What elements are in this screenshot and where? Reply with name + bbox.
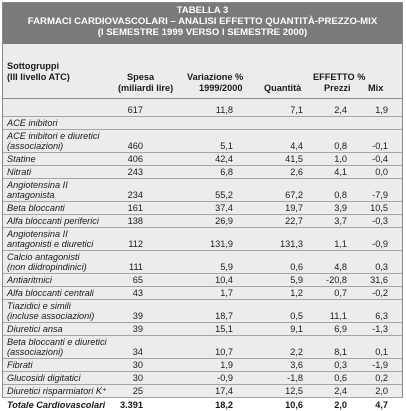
table-subtitle: (I SEMESTRE 1999 VERSO I SEMESTRE 2000) bbox=[97, 27, 308, 38]
cell-spesa: 243 bbox=[127, 167, 143, 177]
cell-prezzi: -20,8 bbox=[326, 275, 347, 285]
row-subgroup-name bbox=[7, 373, 81, 383]
table-header bbox=[3, 3, 402, 44]
col-effetto: EFFETTO % bbox=[313, 72, 366, 82]
cell-prezzi: 6,9 bbox=[334, 324, 347, 334]
subgroup-name-line2: (incluse associazioni) bbox=[7, 311, 95, 321]
cell-spesa: 39 bbox=[132, 324, 143, 334]
subgroup-name-line1: Glucosidi digitatici bbox=[7, 373, 81, 383]
table-row bbox=[3, 274, 402, 287]
table-row bbox=[3, 251, 402, 274]
cell-quantita: 2,6 bbox=[290, 167, 303, 177]
subgroup-name-line1: Angiotensina II bbox=[7, 180, 68, 190]
cell-quantita: 41,5 bbox=[285, 154, 303, 164]
cell-mix: 2,0 bbox=[375, 386, 388, 396]
table-title: FARMACI CARDIOVASCOLARI – ANALISI EFFETTO QUANTITÀ-PREZZO-MIX bbox=[27, 16, 378, 27]
subgroup-name-line2: antagonista bbox=[7, 190, 55, 200]
cell-prezzi: 3,9 bbox=[334, 203, 347, 213]
row-subgroup-name bbox=[7, 154, 36, 164]
cell-variazione: 18,2 bbox=[215, 400, 233, 410]
cell-prezzi: 2,4 bbox=[334, 105, 347, 115]
cell-quantita: 22,7 bbox=[285, 216, 303, 226]
subgroup-name-line1: Nitrati bbox=[7, 167, 31, 177]
col-subgroup-line2: (III livello ATC) bbox=[7, 72, 70, 82]
cell-mix: 6,3 bbox=[375, 311, 388, 321]
row-subgroup-name bbox=[7, 216, 99, 226]
cell-prezzi: 1,1 bbox=[334, 239, 347, 249]
row-subgroup-name bbox=[7, 131, 99, 151]
cell-variazione: 26,9 bbox=[215, 216, 233, 226]
row-subgroup-name bbox=[7, 180, 68, 200]
cell-prezzi: 1,0 bbox=[334, 154, 347, 164]
cell-spesa: 138 bbox=[127, 216, 143, 226]
cell-quantita: 131,3 bbox=[280, 239, 303, 249]
subgroup-name-line1: Tiazidici e simili bbox=[7, 301, 71, 311]
cell-variazione: 17,4 bbox=[215, 386, 233, 396]
col-subgroup-line1: Sottogruppi bbox=[7, 61, 60, 71]
subgroup-name-line1: Antiaritmici bbox=[7, 275, 52, 285]
cell-prezzi: 11,1 bbox=[329, 311, 347, 321]
row-subgroup-name bbox=[7, 118, 58, 128]
cell-quantita: 7,1 bbox=[290, 105, 303, 115]
cell-quantita: 19,7 bbox=[285, 203, 303, 213]
cell-spesa: 3.391 bbox=[120, 400, 143, 410]
table-row bbox=[3, 385, 402, 398]
col-quantita: Quantità bbox=[264, 83, 302, 93]
cell-mix: -0,1 bbox=[372, 141, 388, 151]
table-row bbox=[3, 228, 402, 251]
table-row bbox=[3, 202, 402, 215]
cell-spesa: 43 bbox=[132, 288, 143, 298]
cell-mix: 0,3 bbox=[375, 262, 388, 272]
cell-prezzi: 4,1 bbox=[334, 167, 347, 177]
subgroup-name-line1: Alfa bloccanti centrali bbox=[7, 288, 94, 298]
cell-mix: -0,4 bbox=[372, 154, 388, 164]
cell-quantita: 2,2 bbox=[290, 347, 303, 357]
cell-spesa: 234 bbox=[127, 190, 143, 200]
cell-quantita: 0,5 bbox=[290, 311, 303, 321]
cell-prezzi: 0,8 bbox=[334, 190, 347, 200]
cell-mix: -1,3 bbox=[372, 324, 388, 334]
cell-variazione: 15,1 bbox=[215, 324, 233, 334]
cell-mix: 1,9 bbox=[375, 105, 388, 115]
cell-mix: 0,1 bbox=[375, 347, 388, 357]
row-subgroup-name bbox=[7, 229, 93, 249]
subgroup-name-line1: ACE inibitori e diuretici bbox=[7, 131, 100, 141]
cell-prezzi: 2,0 bbox=[334, 400, 347, 410]
cell-quantita: 67,2 bbox=[285, 190, 303, 200]
row-subgroup-name bbox=[7, 386, 107, 396]
row-subgroup-name bbox=[7, 252, 87, 272]
subgroup-name-line1: Alfa bloccanti periferici bbox=[7, 216, 99, 226]
cell-prezzi: 0,6 bbox=[334, 373, 347, 383]
cell-spesa: 460 bbox=[127, 141, 143, 151]
table-row bbox=[3, 153, 402, 166]
cell-mix: -0,9 bbox=[372, 239, 388, 249]
cell-prezzi: 3,7 bbox=[334, 216, 347, 226]
cell-variazione: 11,8 bbox=[215, 105, 233, 115]
cell-variazione: 18,7 bbox=[215, 311, 233, 321]
table-frame bbox=[2, 2, 403, 410]
row-subgroup-name bbox=[7, 324, 63, 334]
row-subgroup-name bbox=[7, 275, 52, 285]
cell-mix: 10,5 bbox=[370, 203, 388, 213]
cell-prezzi: 0,3 bbox=[334, 360, 347, 370]
row-subgroup-name bbox=[7, 203, 65, 213]
col-prezzi: Prezzi bbox=[324, 83, 351, 93]
cell-variazione: 42,4 bbox=[215, 154, 233, 164]
cell-variazione: 37,4 bbox=[215, 203, 233, 213]
subgroup-name-line1: Diuretici ansa bbox=[7, 324, 63, 334]
subgroup-name-line1: ACE inibitori bbox=[7, 118, 58, 128]
cell-mix: -0,3 bbox=[372, 216, 388, 226]
cell-variazione: 5,9 bbox=[220, 262, 233, 272]
row-subgroup-name bbox=[7, 288, 94, 298]
cell-variazione: -0,9 bbox=[217, 373, 233, 383]
subgroup-name-line2: antagonisti e diuretici bbox=[7, 239, 94, 249]
cell-quantita: 4,4 bbox=[290, 141, 303, 151]
cell-spesa: 65 bbox=[132, 275, 143, 285]
cell-mix: 0,0 bbox=[375, 167, 388, 177]
subgroup-name-line2: (associazioni) bbox=[7, 141, 64, 151]
table-row bbox=[3, 287, 402, 300]
cell-variazione: 131,9 bbox=[210, 239, 233, 249]
table-row bbox=[3, 372, 402, 385]
cell-spesa: 34 bbox=[132, 347, 143, 357]
subgroup-name-line1: Beta bloccanti e diuretici bbox=[7, 337, 107, 347]
cell-spesa: 39 bbox=[132, 311, 143, 321]
cell-spesa: 30 bbox=[132, 360, 143, 370]
subgroup-name-line1: Statine bbox=[7, 154, 36, 164]
cell-spesa: 111 bbox=[129, 262, 143, 272]
cell-quantita: 1,2 bbox=[290, 288, 303, 298]
cell-prezzi: 0,8 bbox=[334, 141, 347, 151]
cell-quantita: 0,6 bbox=[290, 262, 303, 272]
col-spesa-line1: Spesa bbox=[127, 72, 155, 82]
cell-variazione: 10,7 bbox=[215, 347, 233, 357]
table-number: TABELLA 3 bbox=[176, 5, 229, 16]
cell-mix: -0,2 bbox=[372, 288, 388, 298]
column-headers bbox=[3, 44, 402, 99]
cell-quantita: -1,8 bbox=[287, 373, 303, 383]
table-row bbox=[3, 215, 402, 228]
subgroup-name-line2: (non diidropindinici) bbox=[7, 262, 87, 272]
table-row bbox=[3, 99, 402, 117]
table-row bbox=[3, 166, 402, 179]
cell-variazione: 1,9 bbox=[220, 360, 233, 370]
cell-quantita: 10,6 bbox=[285, 400, 303, 410]
subgroup-name-line1: Calcio antagonisti bbox=[7, 252, 80, 262]
subgroup-name-line1: Angiotensina II bbox=[7, 229, 68, 239]
col-spesa-line2: (miliardi lire) bbox=[118, 83, 174, 93]
table-row bbox=[3, 300, 402, 323]
cell-mix: -1,9 bbox=[372, 360, 388, 370]
col-variazione-line1: Variazione % bbox=[187, 72, 244, 82]
cell-quantita: 3,6 bbox=[290, 360, 303, 370]
subgroup-name-line1: Fibrati bbox=[7, 360, 33, 370]
cell-spesa: 406 bbox=[127, 154, 143, 164]
cell-quantita: 5,9 bbox=[290, 275, 303, 285]
table-row bbox=[3, 323, 402, 336]
col-mix: Mix bbox=[368, 83, 384, 93]
table-row bbox=[3, 117, 402, 130]
subgroup-name-line1: Diuretici risparmiatori K⁺ bbox=[7, 386, 107, 396]
cell-variazione: 55,2 bbox=[215, 190, 233, 200]
table-row bbox=[3, 336, 402, 359]
cell-spesa: 30 bbox=[132, 373, 143, 383]
cell-quantita: 12,5 bbox=[285, 386, 303, 396]
table-body bbox=[3, 99, 402, 411]
table-row bbox=[3, 359, 402, 372]
row-subgroup-name bbox=[7, 400, 105, 410]
subgroup-name-line1: Beta bloccanti bbox=[7, 203, 65, 213]
subgroup-name-line2: (associazioni) bbox=[7, 347, 64, 357]
cell-mix: -7,9 bbox=[372, 190, 388, 200]
cell-variazione: 6,8 bbox=[220, 167, 233, 177]
cell-variazione: 5,1 bbox=[220, 141, 233, 151]
cell-prezzi: 2,4 bbox=[334, 386, 347, 396]
table-row bbox=[3, 179, 402, 202]
cell-prezzi: 4,8 bbox=[334, 262, 347, 272]
cell-prezzi: 8,1 bbox=[334, 347, 347, 357]
cell-variazione: 1,7 bbox=[220, 288, 233, 298]
col-variazione-line2: 1999/2000 bbox=[199, 83, 243, 93]
total-label: Totale Cardiovascolari bbox=[7, 400, 106, 410]
cell-variazione: 10,4 bbox=[215, 275, 233, 285]
cell-spesa: 25 bbox=[132, 386, 143, 396]
cell-spesa: 112 bbox=[128, 239, 143, 249]
cell-mix: 31,6 bbox=[370, 275, 388, 285]
row-subgroup-name bbox=[7, 301, 94, 321]
table-row bbox=[3, 130, 402, 153]
cell-mix: 0,2 bbox=[375, 373, 388, 383]
row-subgroup-name bbox=[7, 337, 107, 357]
row-subgroup-name bbox=[7, 360, 33, 370]
cell-spesa: 161 bbox=[127, 203, 143, 213]
cell-mix: 4,7 bbox=[375, 400, 388, 410]
cell-spesa: 617 bbox=[127, 105, 143, 115]
cell-quantita: 9,1 bbox=[290, 324, 303, 334]
cell-prezzi: 0,7 bbox=[334, 288, 347, 298]
row-subgroup-name bbox=[7, 167, 31, 177]
